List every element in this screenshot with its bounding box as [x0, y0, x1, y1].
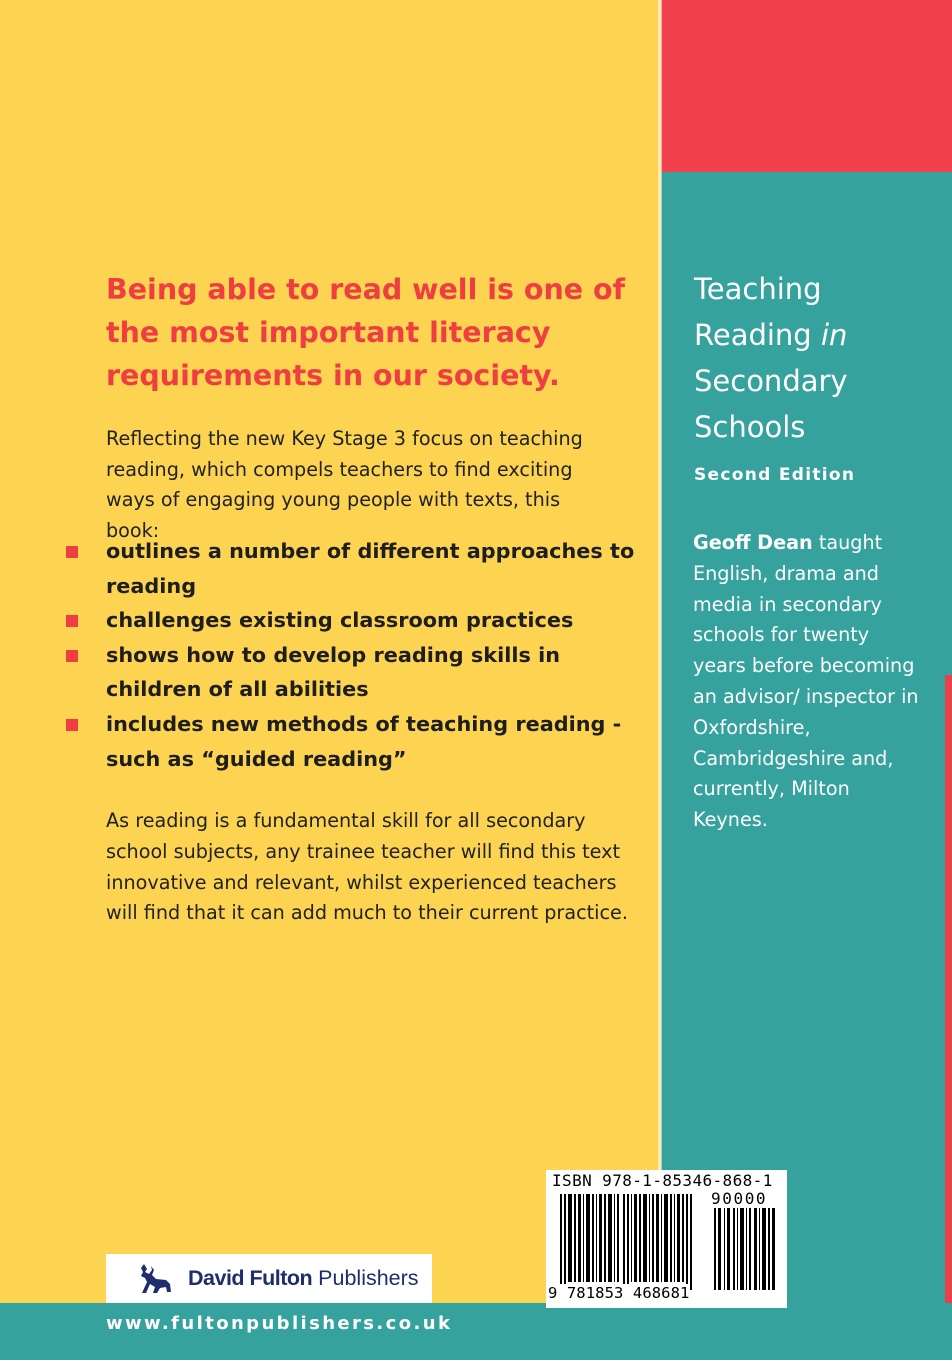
main-barcode-bars — [554, 1194, 698, 1290]
price-code: 90000 — [711, 1189, 768, 1208]
panel-divider — [658, 0, 662, 1360]
publisher-logo — [106, 1254, 432, 1303]
closing-paragraph: As reading is a fundamental skill for all secondary school subjects, any trainee teacher will find this text innovative and relevant, whilst experienced teachers will find that it can add much to their current practice. — [106, 809, 628, 925]
author-bio-text: taught English, drama and media in secondary schools for twenty years before becoming an advisor/ inspector in Oxfordshire, Cambridgeshire and, currently, Milton Keynes. — [693, 531, 919, 832]
list-item-text: shows how to develop reading skills in children of all abilities — [106, 642, 561, 702]
headline: Being able to read well is one of the most important literacy requirements in our society. — [106, 273, 626, 392]
author-name: Geoff Dean — [693, 531, 813, 554]
intro-paragraph: Reflecting the new Key Stage 3 focus on teaching reading, which compels teachers to find exciting ways of engaging young people with texts, this book: — [106, 427, 583, 542]
bullet-square-icon — [66, 650, 78, 662]
red-title-band — [661, 0, 952, 172]
author-bio — [693, 528, 928, 836]
isbn-barcode — [546, 1170, 787, 1308]
book-title — [694, 266, 934, 450]
publisher-name — [188, 1264, 419, 1292]
title-word-italic: in — [820, 318, 848, 352]
list-item — [66, 534, 646, 603]
title-line — [694, 312, 934, 358]
title-line: Teaching — [694, 272, 822, 306]
website-url: www.fultonpublishers.co.uk — [106, 1313, 453, 1334]
title-line: Secondary — [694, 364, 848, 398]
list-item — [66, 603, 646, 638]
list-item-text: outlines a number of different approaches to reading — [106, 539, 635, 598]
bullet-square-icon — [66, 615, 78, 627]
bullet-square-icon — [66, 719, 78, 731]
edition-label: Second Edition — [694, 465, 856, 485]
publisher-name-regular: Publishers — [318, 1266, 419, 1290]
publisher-name-bold: David Fulton — [188, 1266, 313, 1290]
barcode-digits: 9 781853 468681 — [548, 1284, 690, 1302]
price-addon-bars — [712, 1208, 778, 1290]
list-item — [66, 638, 646, 707]
list-item-text: challenges existing classroom practices — [106, 608, 574, 633]
isbn-number: ISBN 978-1-85346-868-1 — [552, 1171, 773, 1190]
title-line: Schools — [694, 410, 806, 444]
feature-list — [66, 534, 646, 776]
red-spine-edge — [945, 675, 952, 1360]
title-word: Reading — [694, 318, 812, 352]
deer-icon — [138, 1260, 174, 1296]
bullet-square-icon — [66, 546, 78, 558]
list-item-text: includes new methods of teaching reading - such as “guided reading” — [106, 711, 622, 771]
list-item — [66, 707, 646, 776]
